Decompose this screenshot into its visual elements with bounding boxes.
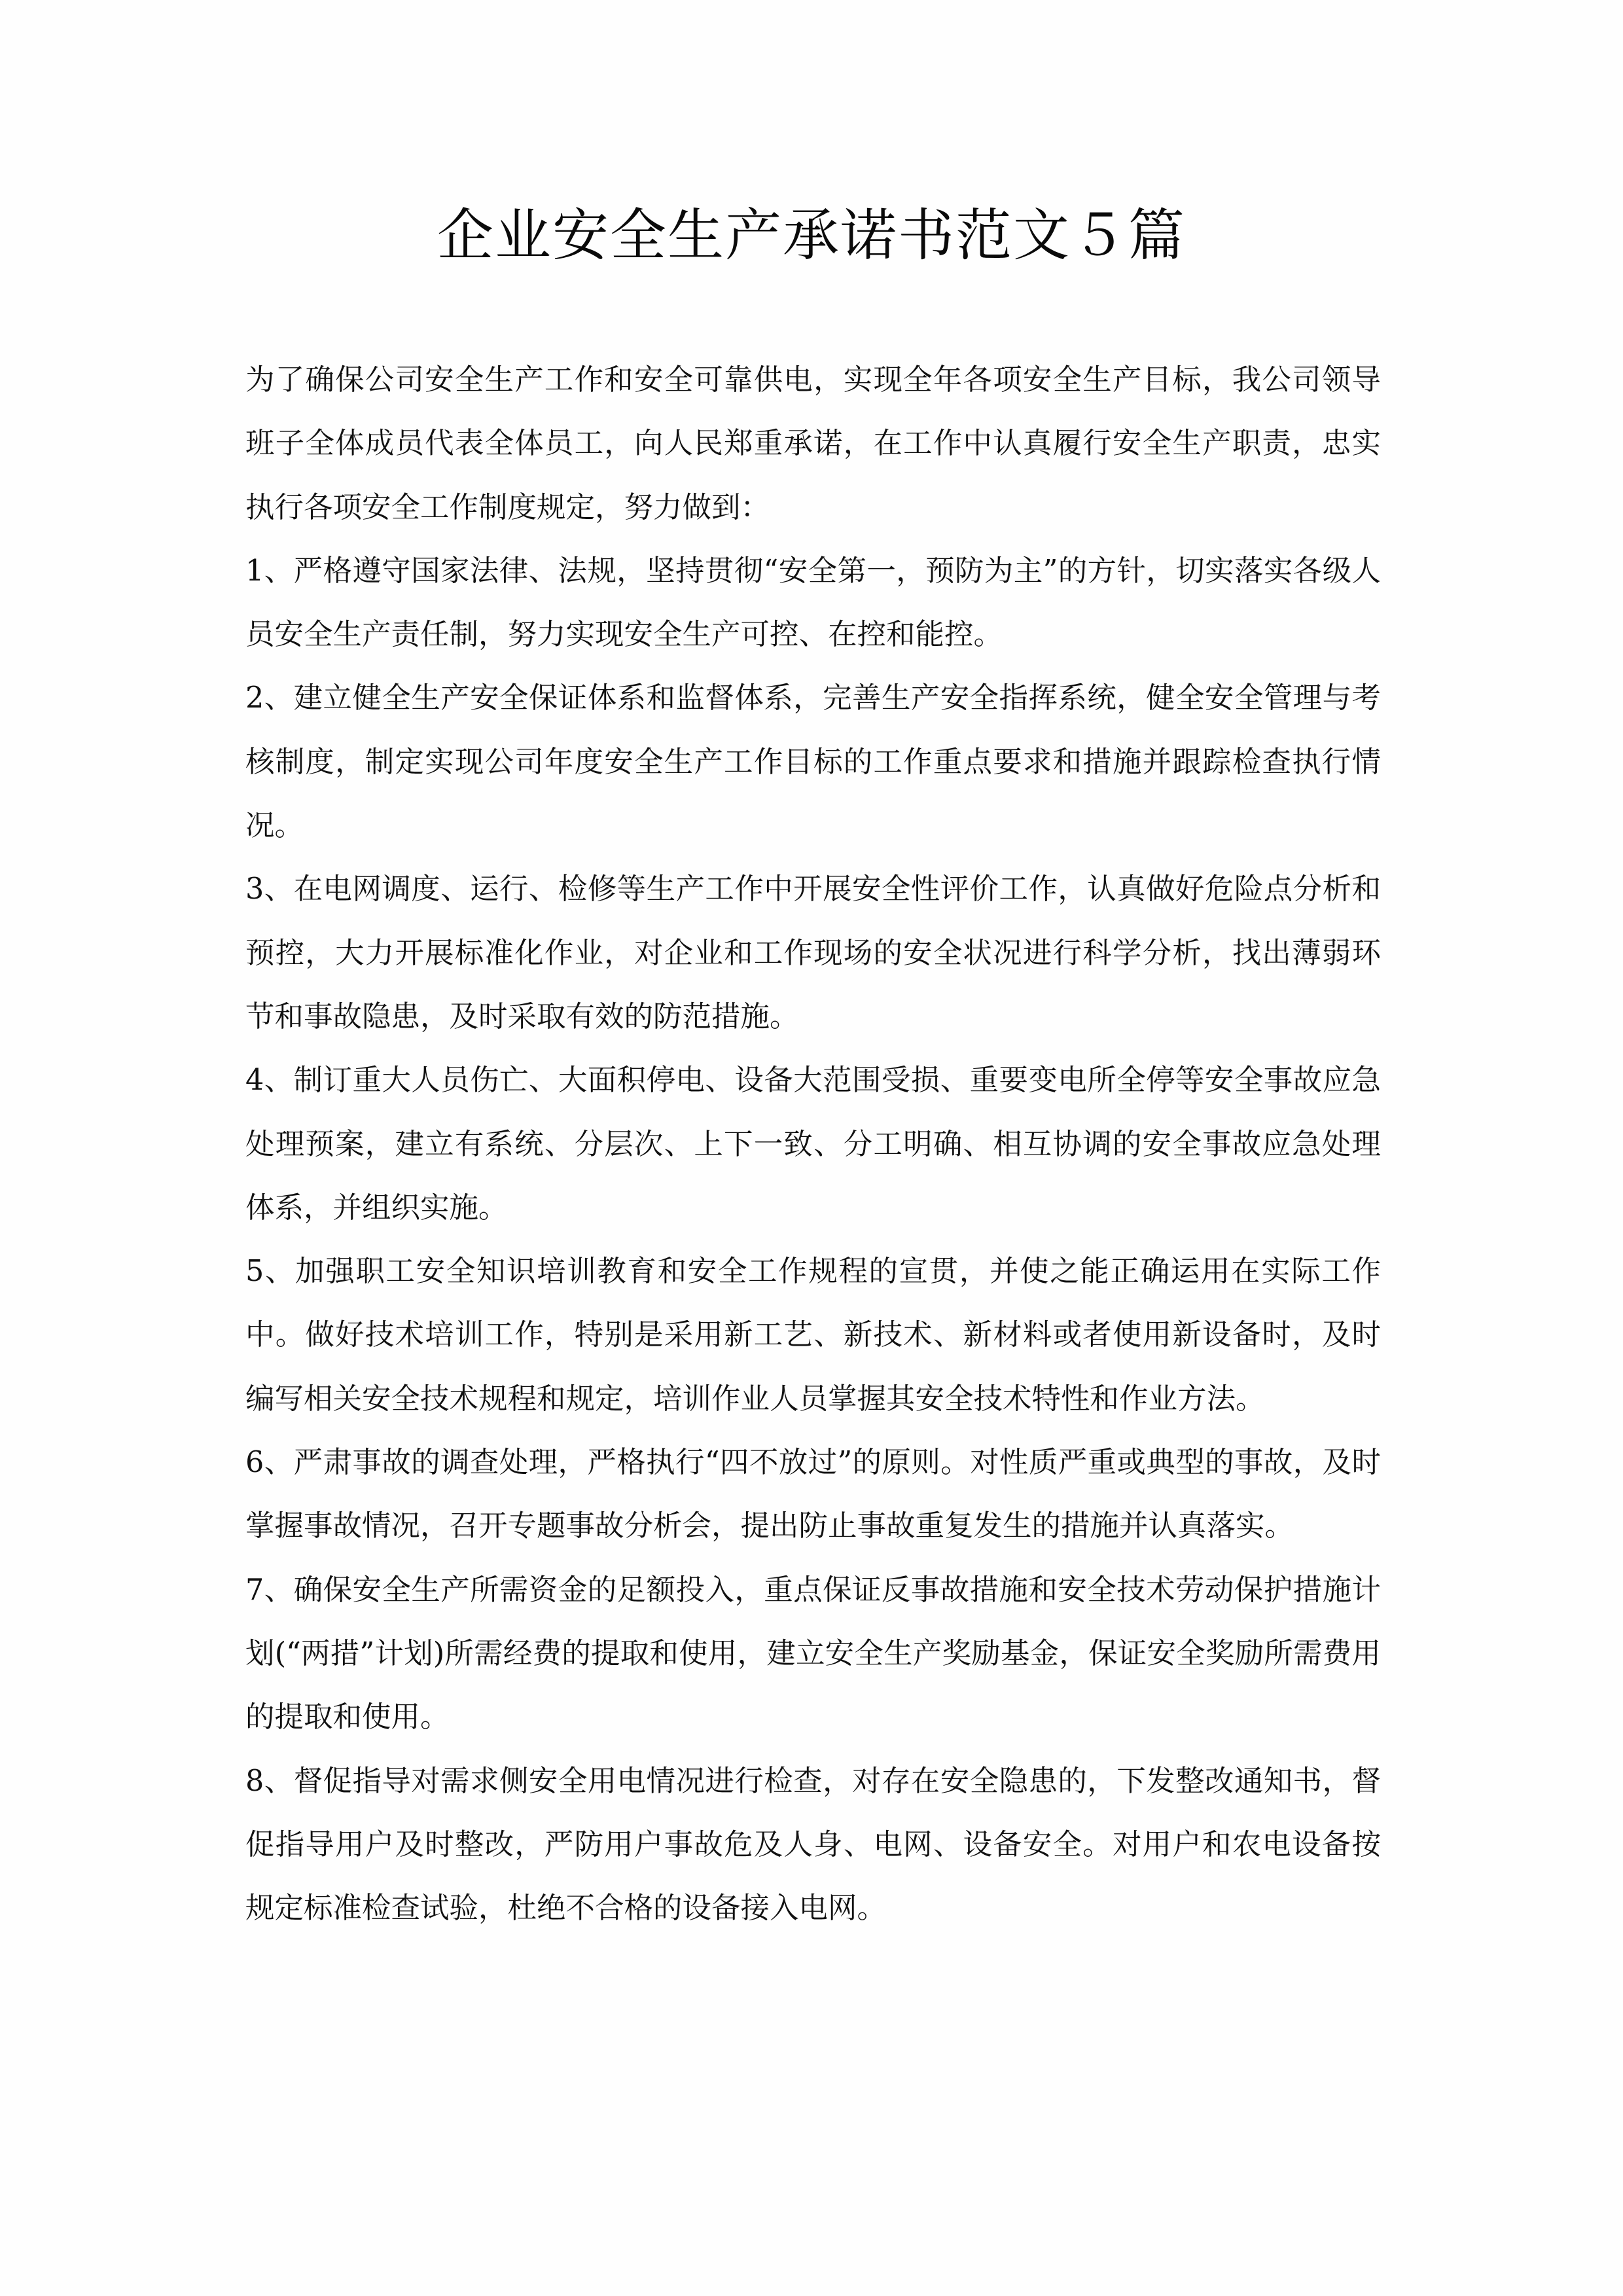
commitment-item-6: 6、严肃事故的调查处理，严格执行“四不放过”的原则。对性质严重或典型的事故，及时掌握事故情况，召开专题事故分析会，提出防止事故重复发生的措施并认真落实。 xyxy=(245,1446,1381,1543)
commitment-item-4: 4、制订重大人员伤亡、大面积停电、设备大范围受损、重要变电所全停等安全事故应急处理预案，建立有系统、分层次、上下一致、分工明确、相互协调的安全事故应急处理体系，并组织实施。 xyxy=(245,1064,1381,1225)
document-title: 企业安全生产承诺书范文５篇 xyxy=(437,203,1186,268)
commitment-item-1: 1、严格遵守国家法律、法规，坚持贯彻“安全第一，预防为主”的方针，切实落实各级人员安全生产责任制，努力实现安全生产可控、在控和能控。 xyxy=(245,554,1381,652)
commitment-item-7: 7、确保安全生产所需资金的足额投入，重点保证反事故措施和安全技术劳动保护措施计划(“两措”计划)所需经费的提取和使用，建立安全生产奖励基金，保证安全奖励所需费用的提取和使用。 xyxy=(245,1573,1381,1734)
commitment-item-2: 2、建立健全生产安全保证体系和监督体系，完善生产安全指挥系统，健全安全管理与考核制度，制定实现公司年度安全生产工作目标的工作重点要求和措施并跟踪检查执行情况。 xyxy=(245,681,1381,843)
intro-paragraph: 为了确保公司安全生产工作和安全可靠供电，实现全年各项安全生产目标，我公司领导班子全体成员代表全体员工，向人民郑重承诺，在工作中认真履行安全生产职责，忠实执行各项安全工作制度规定，努力做到： xyxy=(245,363,1381,524)
commitment-item-8: 8、督促指导对需求侧安全用电情况进行检查，对存在安全隐患的，下发整改通知书，督促指导用户及时整改，严防用户事故危及人身、电网、设备安全。对用户和农电设备按规定标准检查试验，杜绝不合格的设备接入电网。 xyxy=(245,1764,1381,1926)
document-body xyxy=(245,348,1381,1940)
commitment-item-3: 3、在电网调度、运行、检修等生产工作中开展安全性评价工作，认真做好危险点分析和预控，大力开展标准化作业，对企业和工作现场的安全状况进行科学分析，找出薄弱环节和事故隐患，及时采取有效的防范措施。 xyxy=(245,872,1381,1033)
commitment-item-5: 5、加强职工安全知识培训教育和安全工作规程的宣贯，并使之能正确运用在实际工作中。做好技术培训工作，特别是采用新工艺、新技术、新材料或者使用新设备时，及时编写相关安全技术规程和规定，培训作业人员掌握其安全技术特性和作业方法。 xyxy=(245,1255,1381,1416)
